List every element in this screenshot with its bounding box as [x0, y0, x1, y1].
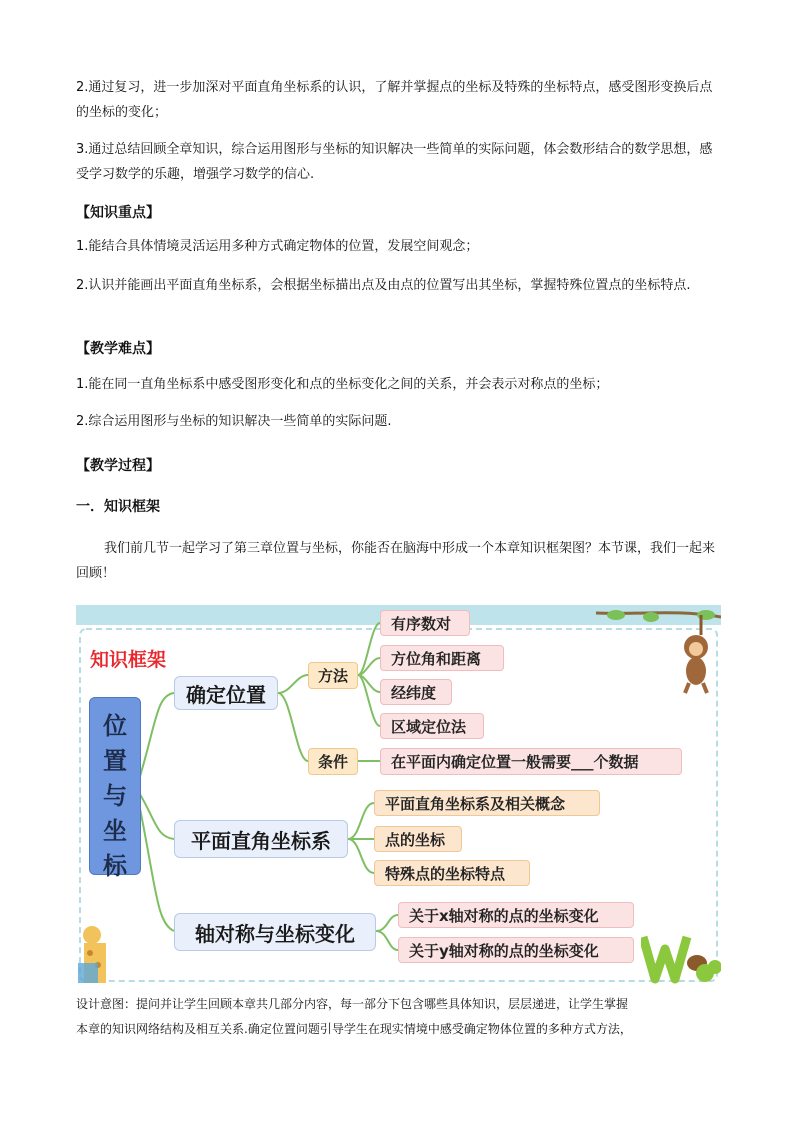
root-char: 位	[103, 712, 127, 740]
leaf-condition: 在平面内确定位置一般需要___个数据	[380, 748, 682, 775]
branch-determine-position: 确定位置	[174, 676, 278, 710]
mindmap-title: 知识框架	[90, 648, 167, 671]
key-point-2: 2.认识并能画出平面直角坐标系，会根据坐标描出点及由点的位置写出其坐标，掌握特殊位置点的坐标特点.	[76, 278, 691, 293]
key-point-1: 1.能结合具体情境灵活运用多种方式确定物体的位置，发展空间观念；	[76, 239, 479, 254]
design-intent-line-2: 本章的知识网络结构及相互关系.确定位置问题引导学生在现实情境中感受确定物体位置的多种方式方法，	[76, 1022, 632, 1036]
leaf-point-coordinates: 点的坐标	[374, 826, 462, 852]
key-points-heading: 【知识重点】	[76, 205, 160, 221]
root-node	[89, 697, 141, 880]
leaf-area-positioning: 区域定位法	[380, 713, 484, 739]
branch-coordinate-system: 平面直角坐标系	[174, 820, 348, 858]
leaf-bearing-distance: 方位角和距离	[380, 645, 504, 671]
leaf-x-axis-symmetry: 关于x轴对称的点的坐标变化	[398, 902, 634, 928]
letter-w-icon	[641, 927, 721, 985]
monkey-icon	[671, 615, 721, 695]
difficulties-heading: 【教学难点】	[76, 341, 160, 357]
section-title: 一．知识框架	[76, 499, 160, 515]
condition-node: 条件	[308, 748, 358, 775]
design-intent-line-1: 设计意图：提问并让学生回顾本章共几部分内容，每一部分下包含哪些具体知识，层层递进，让学生掌握	[76, 997, 629, 1011]
method-node: 方法	[308, 662, 358, 689]
knowledge-framework-figure	[76, 605, 721, 985]
root-char: 置	[103, 747, 127, 775]
leaf-coordinate-concepts: 平面直角坐标系及相关概念	[374, 790, 600, 816]
process-intro: 我们前几节一起学习了第三章位置与坐标，你能否在脑海中形成一个本章知识框架图？本节课，我们一起来回顾！	[76, 541, 716, 581]
giraffe-icon	[76, 923, 116, 983]
difficulty-1: 1.能在同一直角坐标系中感受图形变化和点的坐标变化之间的关系，并会表示对称点的坐标；	[76, 377, 609, 392]
process-heading: 【教学过程】	[76, 458, 160, 474]
objective-paragraph-2: 2.通过复习，进一步加深对平面直角坐标系的认识，了解并掌握点的坐标及特殊的坐标特点，感受图形变换后点的坐标的变化；	[76, 80, 713, 120]
root-char: 标	[103, 852, 127, 880]
difficulty-2: 2.综合运用图形与坐标的知识解决一些简单的实际问题.	[76, 414, 392, 429]
branch-symmetry: 轴对称与坐标变化	[174, 913, 376, 951]
leaf-y-axis-symmetry: 关于y轴对称的点的坐标变化	[398, 937, 634, 963]
root-char: 与	[103, 782, 127, 810]
leaf-ordered-pair: 有序数对	[380, 610, 470, 636]
root-char: 坐	[103, 817, 127, 845]
objective-paragraph-3: 3.通过总结回顾全章知识，综合运用图形与坐标的知识解决一些简单的实际问题，体会数形结合的数学思想，感受学习数学的乐趣，增强学习数学的信心.	[76, 142, 713, 182]
leaf-latitude-longitude: 经纬度	[380, 679, 452, 705]
leaf-special-points: 特殊点的坐标特点	[374, 860, 530, 886]
